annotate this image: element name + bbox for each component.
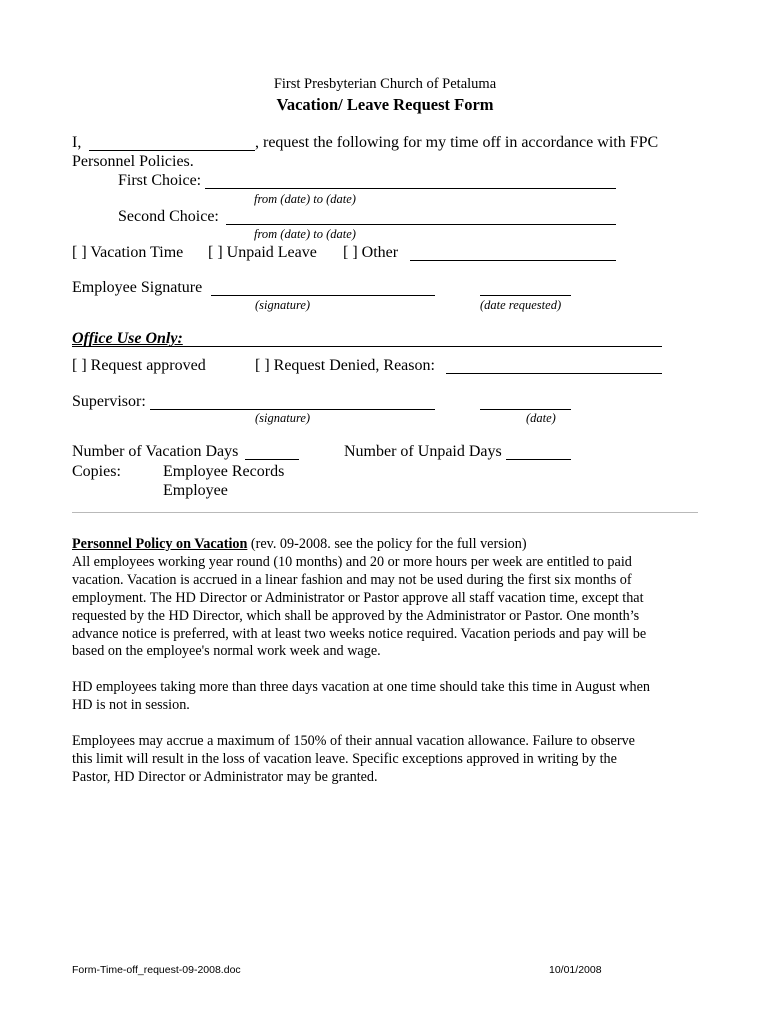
policy-section bbox=[72, 536, 702, 787]
policy-p2-line: HD is not in session. bbox=[72, 697, 190, 714]
request-denied-checkbox[interactable]: [ ] Request Denied, Reason: bbox=[255, 357, 435, 374]
unpaid-days-input[interactable] bbox=[507, 442, 570, 460]
date-requested-hint: (date requested) bbox=[480, 298, 562, 312]
other-checkbox[interactable]: [ ] Other bbox=[343, 244, 399, 261]
supervisor-date-hint: (date) bbox=[526, 411, 556, 425]
footer-date: 10/01/2008 bbox=[549, 964, 602, 976]
policy-p1-line: All employees working year round (10 months) and 20 or more hours per week are entitled to paid bbox=[72, 553, 632, 570]
organization-name: First Presbyterian Church of Petaluma bbox=[273, 76, 497, 92]
employee-name-input[interactable] bbox=[90, 133, 254, 151]
section-divider bbox=[72, 512, 698, 513]
employee-signature-label: Employee Signature bbox=[72, 279, 203, 296]
second-choice-label: Second Choice: bbox=[118, 208, 219, 225]
denied-reason-input[interactable] bbox=[448, 356, 660, 374]
first-choice-label: First Choice: bbox=[118, 172, 202, 189]
second-choice-input[interactable] bbox=[229, 207, 613, 225]
policy-p3-line: Pastor, HD Director or Administrator may be granted. bbox=[72, 768, 378, 785]
request-prefix: I, bbox=[72, 134, 82, 151]
footer-filename: Form-Time-off_request-09-2008.doc bbox=[72, 964, 241, 976]
office-heading-line bbox=[72, 346, 662, 347]
policy-p1-line: advance notice is preferred, with at least two weeks notice required. Vacation periods and pay will be bbox=[72, 625, 647, 642]
policy-p1-line: requested by the HD Director, which shall be approved by the Administrator or Pastor. One month’s bbox=[72, 607, 640, 624]
other-input[interactable] bbox=[412, 243, 614, 261]
first-choice-input[interactable] bbox=[208, 171, 613, 189]
second-choice-hint: from (date) to (date) bbox=[254, 227, 356, 241]
policy-heading-line bbox=[72, 536, 702, 554]
policy-heading: Personnel Policy on Vacation bbox=[72, 536, 248, 552]
copies-label: Copies: bbox=[72, 463, 121, 480]
policy-p2-line: HD employees taking more than three days vacation at one time should take this time in August when bbox=[72, 679, 651, 696]
date-requested-input[interactable] bbox=[482, 278, 569, 296]
unpaid-leave-checkbox[interactable]: [ ] Unpaid Leave bbox=[208, 244, 317, 261]
policy-p1-line: based on the employee's normal work week and wage. bbox=[72, 643, 381, 660]
policy-p1-line: vacation. Vacation is accrued in a linear fashion and may not be used during the first six months of bbox=[72, 571, 632, 588]
request-approved-checkbox[interactable]: [ ] Request approved bbox=[72, 357, 206, 374]
policy-p1-line: employment. The HD Director or Administrator or Pastor approve all staff vacation time, except that bbox=[72, 589, 644, 606]
copies-employee: Employee bbox=[163, 482, 228, 499]
employee-signature-hint: (signature) bbox=[255, 298, 311, 312]
request-line-2: Personnel Policies. bbox=[72, 153, 194, 170]
unpaid-days-label: Number of Unpaid Days bbox=[344, 443, 502, 460]
policy-p3-line: Employees may accrue a maximum of 150% of their annual vacation allowance. Failure to observe bbox=[72, 732, 635, 749]
first-choice-hint: from (date) to (date) bbox=[254, 192, 356, 206]
policy-p3-line: this limit will result in the loss of vacation leave. Specific exceptions approved in writing by the bbox=[72, 750, 617, 767]
form-title: Vacation/ Leave Request Form bbox=[276, 95, 494, 114]
supervisor-signature-input[interactable] bbox=[153, 392, 432, 410]
vacation-time-checkbox[interactable]: [ ] Vacation Time bbox=[72, 244, 184, 261]
supervisor-date-input[interactable] bbox=[482, 392, 569, 410]
supervisor-signature-hint: (signature) bbox=[255, 411, 311, 425]
policy-heading-note: (rev. 09-2008. see the policy for the full version) bbox=[247, 536, 527, 552]
copies-employee-records: Employee Records bbox=[163, 463, 285, 480]
vacation-days-label: Number of Vacation Days bbox=[72, 443, 239, 460]
office-use-heading: Office Use Only: bbox=[72, 330, 183, 347]
request-suffix: , request the following for my time off in accordance with FPC bbox=[255, 134, 659, 151]
employee-signature-input[interactable] bbox=[214, 278, 432, 296]
supervisor-label: Supervisor: bbox=[72, 393, 146, 410]
vacation-days-input[interactable] bbox=[246, 442, 298, 460]
